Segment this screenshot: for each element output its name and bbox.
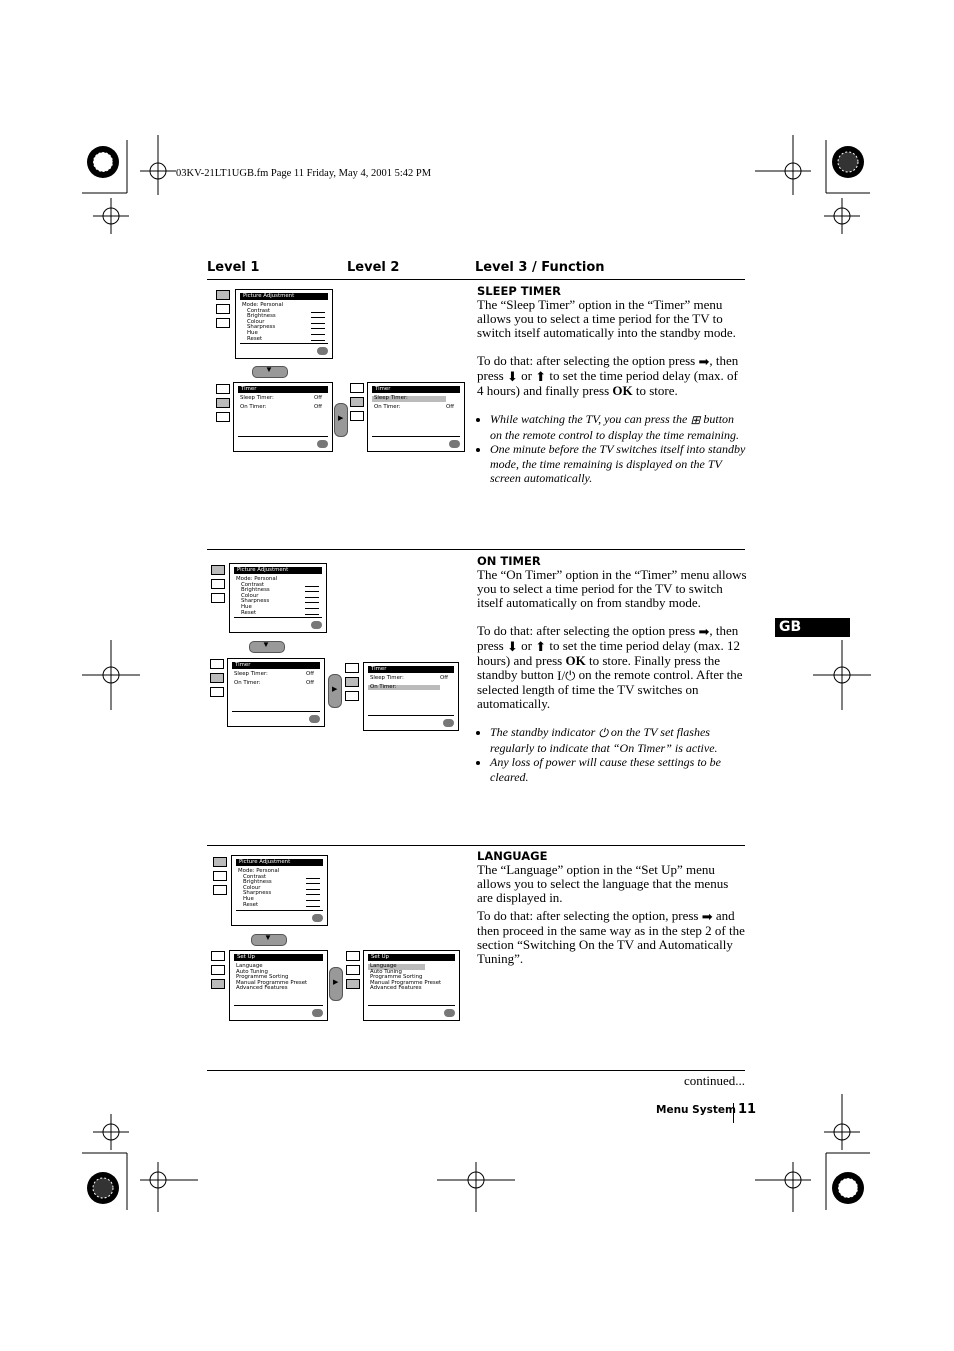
- menu-row: Auto Tuning: [370, 968, 402, 975]
- menu-row-selected: On Timer:: [368, 685, 440, 691]
- timer-menu: [233, 382, 333, 452]
- menu-row: Contrast: [230, 583, 326, 589]
- paragraph: To do that: after selecting the option, press ➡ and then proceed in the same way as in the step 2 of the section “Switching On the TV and Automatically Tuning”.: [477, 908, 745, 967]
- footer-divider: [733, 1103, 734, 1123]
- picture-menu: [231, 855, 328, 926]
- sleep-timer-section: [477, 284, 747, 486]
- menu-row: Sleep Timer: Off: [370, 675, 448, 681]
- up-arrow-icon: ⬆: [535, 369, 547, 385]
- menu-row: Mode: Personal: [242, 302, 284, 308]
- paragraph: To do that: after selecting the option press ➡, then press ⬇ or ⬆ to set the time period delay (max. of 4 hours) and finally press OK to store.: [477, 353, 739, 399]
- section-title: LANGUAGE: [477, 849, 548, 863]
- right-arrow-icon: ➡: [698, 624, 710, 640]
- timer-icon: [350, 397, 364, 407]
- standby-button-icon: I/⏻: [557, 668, 576, 684]
- menu-row: Advanced Features: [370, 985, 422, 992]
- menu-sidebar: [211, 951, 225, 993]
- timer-menu-on-selected: [363, 662, 459, 731]
- notes: [477, 412, 747, 486]
- menu-row: Sharpness: [232, 891, 327, 897]
- continued-note: continued...: [684, 1073, 746, 1088]
- picture-icon: [211, 565, 225, 575]
- divider: [207, 845, 745, 846]
- ok-icon: [311, 621, 322, 629]
- timer-icon: [216, 398, 230, 408]
- menu-row: Brightness: [236, 314, 332, 320]
- timer-icon: [211, 579, 225, 589]
- right-button-icon: [334, 403, 348, 437]
- ok-icon: [309, 715, 320, 723]
- divider: [207, 279, 745, 280]
- menu-row: Programme Sorting: [370, 974, 423, 981]
- menu-title: Timer: [372, 386, 460, 393]
- menu-row: On Timer: Off: [374, 403, 454, 410]
- menu-sidebar: [216, 384, 230, 426]
- menu-title: Timer: [238, 386, 328, 393]
- menu-sidebar: [345, 663, 359, 705]
- menu-sidebar: [216, 290, 230, 332]
- menu-sidebar: [350, 383, 364, 425]
- setup-icon: [210, 687, 224, 697]
- page-number: 11: [738, 1102, 757, 1117]
- picture-icon: [210, 659, 224, 669]
- menu-row: Manual Programme Preset: [370, 979, 442, 986]
- menu-row: Contrast: [236, 309, 332, 315]
- menu-row: Sleep Timer: Off: [240, 395, 322, 401]
- setup-menu: [229, 950, 328, 1021]
- menu-row: Programme Sorting: [236, 974, 289, 981]
- up-arrow-icon: ⬆: [535, 639, 547, 655]
- setup-icon: [213, 885, 227, 895]
- menu-row: Auto Tuning: [236, 968, 268, 975]
- setup-icon: [216, 318, 230, 328]
- menu-title: Timer: [368, 666, 454, 673]
- notes: [477, 725, 747, 784]
- language-tab: GB: [775, 618, 850, 637]
- menu-row: Manual Programme Preset: [236, 979, 308, 986]
- setup-icon: [211, 593, 225, 603]
- menu-row: Contrast: [232, 875, 327, 881]
- divider: [207, 549, 745, 550]
- column-level-1: Level 1: [207, 260, 260, 275]
- menu-row: Reset: [236, 337, 332, 343]
- paragraph: The “Language” option in the “Set Up” menu allows you to select the language that the menus are displayed in.: [477, 862, 729, 905]
- menu-title: Set Up: [368, 954, 455, 961]
- column-level-2: Level 2: [347, 260, 400, 275]
- setup-icon: [345, 691, 359, 701]
- info-button-icon: ⊞: [690, 413, 701, 428]
- picture-icon: [345, 663, 359, 673]
- right-button-icon: [329, 967, 343, 1001]
- menu-sidebar: [346, 951, 360, 993]
- right-button-icon: [328, 674, 342, 708]
- section-title: ON TIMER: [477, 554, 541, 568]
- right-arrow-icon: ➡: [701, 909, 713, 925]
- note: • The standby indicator ⏻ on the TV set flashes regularly to indicate that “On Timer” is active.: [490, 725, 747, 755]
- menu-row-selected: Language: [368, 964, 425, 970]
- menu-sidebar: [213, 857, 227, 899]
- picture-icon: [216, 384, 230, 394]
- language-section: [477, 849, 747, 980]
- ok-icon: [317, 440, 328, 448]
- note: • While watching the TV, you can press the ⊞ button on the remote control to display the time remaining.: [490, 412, 747, 442]
- timer-icon: [211, 965, 225, 975]
- menu-row: Brightness: [232, 880, 327, 886]
- picture-icon: [213, 857, 227, 867]
- down-arrow-icon: ⬇: [506, 369, 518, 385]
- timer-icon: [216, 304, 230, 314]
- down-button-icon: [251, 934, 287, 946]
- timer-menu-sleep-selected: [367, 382, 465, 452]
- file-info: 03KV-21LT1UGB.fm Page 11 Friday, May 4, 2001 5:42 PM: [176, 168, 432, 179]
- menu-title: Picture Adjustment: [234, 567, 322, 574]
- menu-row: Mode: Personal: [236, 576, 278, 582]
- ok-icon: [444, 1009, 455, 1017]
- menu-row: Brightness: [230, 588, 326, 594]
- down-button-icon: [249, 641, 285, 653]
- setup-icon: [350, 411, 364, 421]
- menu-sidebar: [211, 565, 225, 607]
- paragraph: To do that: after selecting the option press ➡, then press ⬇ or ⬆ to set the time period delay (max. 12 hours) and press OK to store. Finally press the standby button I/⏻ on the remote control. After the selected length of time the TV switches on automatically.: [477, 623, 743, 712]
- column-level-3: Level 3 / Function: [475, 260, 605, 275]
- setup-icon: [211, 979, 225, 989]
- menu-row: On Timer: Off: [240, 403, 322, 410]
- menu-row: Advanced Features: [236, 985, 288, 992]
- menu-row: Hue: [230, 605, 326, 611]
- menu-row: Language: [236, 963, 263, 969]
- menu-row: Reset: [232, 903, 327, 909]
- ok-icon: [443, 719, 454, 727]
- picture-icon: [216, 290, 230, 300]
- setup-icon: [216, 412, 230, 422]
- picture-icon: [350, 383, 364, 393]
- menu-title: Picture Adjustment: [240, 293, 328, 300]
- menu-row: Reset: [230, 611, 326, 617]
- power-indicator-icon: ⏻: [598, 726, 608, 741]
- on-timer-section: [477, 554, 747, 784]
- ok-icon: [312, 1009, 323, 1017]
- timer-menu: [227, 658, 325, 727]
- menu-row: On Timer: Off: [234, 679, 314, 686]
- timer-icon: [345, 677, 359, 687]
- menu-row: Colour: [236, 320, 332, 326]
- paragraph: The “Sleep Timer” option in the “Timer” menu allows you to select a time period for the TV to switch itself automatically into the standby mode.: [477, 297, 736, 340]
- menu-title: Set Up: [234, 954, 323, 961]
- menu-sidebar: [210, 659, 224, 701]
- ok-icon: [317, 347, 328, 355]
- menu-title: Picture Adjustment: [236, 859, 323, 866]
- down-button-icon: [252, 366, 288, 378]
- footer-section: Menu System: [656, 1104, 736, 1116]
- picture-icon: [346, 951, 360, 961]
- right-arrow-icon: ➡: [698, 354, 710, 370]
- divider: [207, 1070, 745, 1071]
- menu-title: Timer: [232, 662, 320, 669]
- section-title: SLEEP TIMER: [477, 284, 562, 298]
- down-arrow-icon: ⬇: [506, 639, 518, 655]
- note: • One minute before the TV switches itself into standby mode, the time remaining is displayed on the TV screen automatically.: [490, 442, 747, 486]
- ok-icon: [449, 440, 460, 448]
- ok-icon: [312, 914, 323, 922]
- paragraph: The “On Timer” option in the “Timer” menu allows you to select a time period for the TV to switch itself automatically on from standby mode.: [477, 567, 747, 610]
- menu-row: Sleep Timer: Off: [234, 671, 314, 677]
- menu-row-selected: Sleep Timer:: [372, 396, 446, 402]
- timer-icon: [210, 673, 224, 683]
- setup-menu-language-selected: [363, 950, 460, 1021]
- menu-row: Colour: [232, 886, 327, 892]
- menu-row: Hue: [236, 331, 332, 337]
- menu-row: Hue: [232, 897, 327, 903]
- menu-row: Mode: Personal: [238, 868, 280, 874]
- menu-row: Sharpness: [236, 325, 332, 331]
- picture-menu: [229, 563, 327, 633]
- menu-row: Sharpness: [230, 599, 326, 605]
- menu-row: Colour: [230, 594, 326, 600]
- setup-icon: [346, 979, 360, 989]
- timer-icon: [213, 871, 227, 881]
- picture-menu: [235, 289, 333, 359]
- note: • Any loss of power will cause these settings to be cleared.: [490, 755, 747, 784]
- timer-icon: [346, 965, 360, 975]
- picture-icon: [211, 951, 225, 961]
